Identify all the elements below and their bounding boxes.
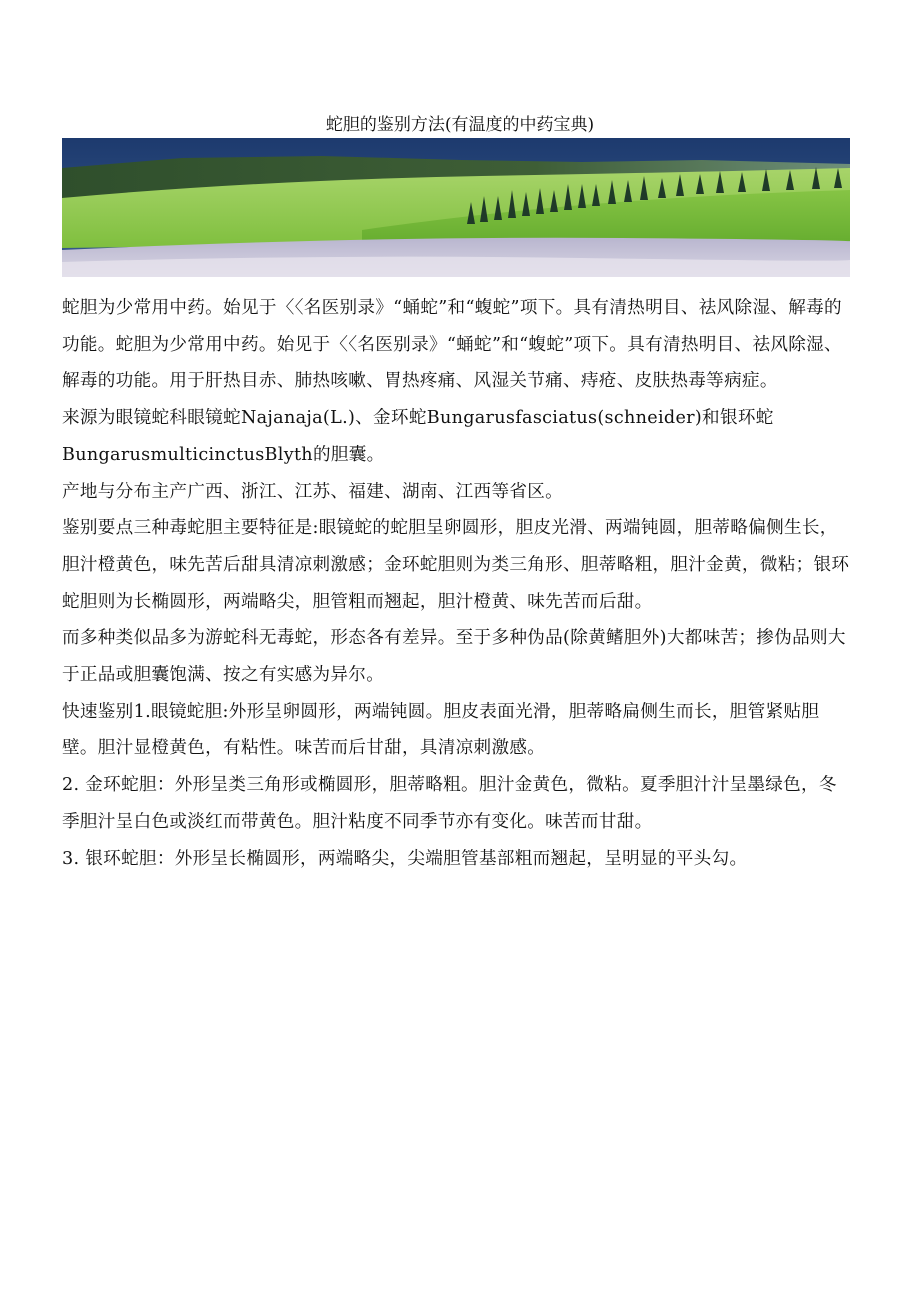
banner-landscape-image [62,138,850,277]
paragraph-counterfeits: 而多种类似品多为游蛇科无毒蛇，形态各有差异。至于多种伪品(除黄鳍胆外)大都味苦；掺伪品则大于正品或胆囊饱满、按之有实感为异尔。 [62,628,846,686]
paragraph-quick-id-2: 2. 金环蛇胆：外形呈类三角形或椭圆形，胆蒂略粗。胆汁金黄色，微粘。夏季胆汁汁呈墨绿色，冬季胆汁呈白色或淡红而带黄色。胆汁粘度不同季节亦有变化。味苦而甘甜。 [62,775,837,832]
document-body [62,290,852,877]
paragraph-intro: 蛇胆为少常用中药。始见于〈〈名医别录》“蛹蛇”和“蝮蛇”项下。具有清热明目、祛风除湿、解毒的功能。蛇胆为少常用中药。始见于〈〈名医别录》“蛹蛇”和“蝮蛇”项下。具有清热明目、祛风除湿、解毒的功能。用于肝热目赤、肺热咳嗽、胃热疼痛、风湿关节痛、痔疮、皮肤热毒等病症。 [62,298,842,392]
paragraph-quick-id-1: 快速鉴别1.眼镜蛇胆:外形呈卵圆形，两端钝圆。胆皮表面光滑，胆蒂略扁侧生而长，胆管紧贴胆壁。胆汁显橙黄色，有粘性。味苦而后甘甜，具清凉刺激感。 [62,701,820,759]
paragraph-quick-id-3: 3. 银环蛇胆：外形呈长椭圆形，两端略尖，尖端胆管基部粗而翘起，呈明显的平头勾。 [62,848,748,869]
document-title: 蛇胆的鉴别方法(有温度的中药宝典) [325,115,595,135]
paragraph-source: 来源为眼镜蛇科眼镜蛇Najanaja(L.)、金环蛇Bungarusfasciatus(schneider)和银环蛇BungarusmulticinctusBlyth的胆囊。 [62,408,774,465]
paragraph-identification-points: 鉴别要点三种毒蛇胆主要特征是:眼镜蛇的蛇胆呈卵圆形，胆皮光滑、两端钝圆，胆蒂略偏侧生长，胆汁橙黄色，味先苦后甜具清凉刺激感；金环蛇胆则为类三角形、胆蒂略粗，胆汁金黄，微粘；银环蛇胆则为长椭圆形，两端略尖，胆管粗而翘起，胆汁橙黄、味先苦而后甜。 [62,518,850,612]
paragraph-origin: 产地与分布主产广西、浙江、江苏、福建、湖南、江西等省区。 [62,481,564,502]
